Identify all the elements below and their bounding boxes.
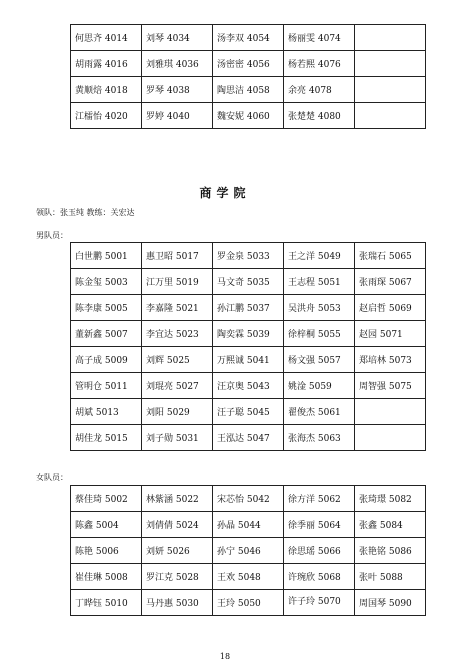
male-members-label: 男队员： — [36, 231, 68, 240]
table-cell: 罗婷 4040 — [142, 103, 213, 129]
table-row — [71, 269, 426, 295]
table-cell: 刘子勋 5031 — [142, 425, 213, 451]
table-cell: 高子成 5009 — [71, 347, 142, 373]
table-cell: 张艳铭 5086 — [355, 538, 426, 564]
table-cell: 董新鑫 5007 — [71, 321, 142, 347]
table-cell: 汪京奥 5043 — [213, 373, 284, 399]
table-row — [71, 538, 426, 564]
table-cell: 刘妍 5026 — [142, 538, 213, 564]
table-cell: 徐季丽 5064 — [284, 512, 355, 538]
table-cell: 李嘉隆 5021 — [142, 295, 213, 321]
table-cell: 罗金泉 5033 — [213, 243, 284, 269]
table-cell: 张鑫 5084 — [355, 512, 426, 538]
table-cell: 罗江克 5028 — [142, 564, 213, 590]
table-cell: 许子玲 5070 — [284, 590, 355, 616]
table-cell: 杨文强 5057 — [284, 347, 355, 373]
table-row — [71, 399, 426, 425]
table-cell: 刘倩倩 5024 — [142, 512, 213, 538]
table-cell: 汤密密 4056 — [213, 51, 284, 77]
table-cell: 刘琨亮 5027 — [142, 373, 213, 399]
table-cell: 孙江鹏 5037 — [213, 295, 284, 321]
table-row — [71, 425, 426, 451]
table-cell: 惠卫昭 5017 — [142, 243, 213, 269]
table-cell: 林紫涵 5022 — [142, 486, 213, 512]
table-row — [71, 51, 426, 77]
section-title: 商学院 — [199, 186, 251, 200]
table-cell: 汤李双 4054 — [213, 25, 284, 51]
table-cell: 何思齐 4014 — [71, 25, 142, 51]
table-cell — [355, 103, 426, 129]
table-cell: 张雨琛 5067 — [355, 269, 426, 295]
table-cell: 孙宁 5046 — [213, 538, 284, 564]
table-cell: 赵园 5071 — [355, 321, 426, 347]
table-cell: 王志程 5051 — [284, 269, 355, 295]
table-cell — [355, 77, 426, 103]
table-row — [71, 243, 426, 269]
table-cell: 刘琴 4034 — [142, 25, 213, 51]
table-row — [71, 373, 426, 399]
page-number: 18 — [219, 652, 231, 661]
table-cell: 王玲 5050 — [213, 590, 284, 616]
table-row — [71, 103, 426, 129]
table-cell: 张琦璟 5082 — [355, 486, 426, 512]
table-row — [71, 486, 426, 512]
table-cell: 刘辉 5025 — [142, 347, 213, 373]
male-roster-table — [70, 242, 426, 451]
table-row — [71, 25, 426, 51]
table-cell: 宋芯怡 5042 — [213, 486, 284, 512]
table-cell: 江万里 5019 — [142, 269, 213, 295]
table-cell: 王之洋 5049 — [284, 243, 355, 269]
table-cell: 胡雨露 4016 — [71, 51, 142, 77]
table-cell: 郑培林 5073 — [355, 347, 426, 373]
table-cell: 李宜达 5023 — [142, 321, 213, 347]
table-cell: 陈鑫 5004 — [71, 512, 142, 538]
team-roster-table-top — [70, 24, 426, 129]
table-cell: 白世鹏 5001 — [71, 243, 142, 269]
table-cell: 江檑怡 4020 — [71, 103, 142, 129]
table-cell — [355, 51, 426, 77]
table-row — [71, 590, 426, 616]
table-cell: 张楚楚 4080 — [284, 103, 355, 129]
table-cell: 孙晶 5044 — [213, 512, 284, 538]
table-cell — [355, 25, 426, 51]
table-cell: 刘雅琪 4036 — [142, 51, 213, 77]
table-cell: 黄顺焙 4018 — [71, 77, 142, 103]
table-cell: 杨丽雯 4074 — [284, 25, 355, 51]
table-cell: 张瑞石 5065 — [355, 243, 426, 269]
table-row — [71, 347, 426, 373]
table-cell: 许琬欣 5068 — [284, 564, 355, 590]
table-cell: 张叶 5088 — [355, 564, 426, 590]
table-row — [71, 512, 426, 538]
table-cell: 徐梓桐 5055 — [284, 321, 355, 347]
table-cell: 丁晔钰 5010 — [71, 590, 142, 616]
table-row — [71, 564, 426, 590]
table-row — [71, 77, 426, 103]
table-row — [71, 321, 426, 347]
table-cell: 周国琴 5090 — [355, 590, 426, 616]
table-cell: 蔡佳琦 5002 — [71, 486, 142, 512]
table-row — [71, 295, 426, 321]
table-cell: 汪子聪 5045 — [213, 399, 284, 425]
table-cell: 余亮 4078 — [284, 77, 355, 103]
table-cell: 陶奕霖 5039 — [213, 321, 284, 347]
table-cell: 崔佳琳 5008 — [71, 564, 142, 590]
table-cell: 杨若熙 4076 — [284, 51, 355, 77]
table-cell: 吴洪舟 5053 — [284, 295, 355, 321]
table-cell: 陈金玺 5003 — [71, 269, 142, 295]
table-cell: 翟俊杰 5061 — [284, 399, 355, 425]
female-members-label: 女队员： — [36, 473, 68, 482]
table-cell: 陈艳 5006 — [71, 538, 142, 564]
table-cell: 胡斌 5013 — [71, 399, 142, 425]
table-cell: 张海杰 5063 — [284, 425, 355, 451]
table-cell: 陈李康 5005 — [71, 295, 142, 321]
table-cell — [355, 399, 426, 425]
table-cell: 马丹惠 5030 — [142, 590, 213, 616]
table-cell: 王泓达 5047 — [213, 425, 284, 451]
table-cell: 管明仓 5011 — [71, 373, 142, 399]
table-cell — [355, 425, 426, 451]
table-cell: 徐方洋 5062 — [284, 486, 355, 512]
table-cell: 陶思洁 4058 — [213, 77, 284, 103]
table-cell: 罗琴 4038 — [142, 77, 213, 103]
table-cell: 魏安妮 4060 — [213, 103, 284, 129]
female-roster-table — [70, 485, 426, 616]
table-cell: 胡佳龙 5015 — [71, 425, 142, 451]
table-cell: 王欢 5048 — [213, 564, 284, 590]
table-cell: 赵启哲 5069 — [355, 295, 426, 321]
table-cell: 周智强 5075 — [355, 373, 426, 399]
table-cell: 徐思瑶 5066 — [284, 538, 355, 564]
table-cell: 姚淦 5059 — [284, 373, 355, 399]
table-cell: 刘阳 5029 — [142, 399, 213, 425]
table-cell: 万熙诚 5041 — [213, 347, 284, 373]
leader-coach-line: 领队：张玉纯 教练：关宏达 — [36, 208, 135, 217]
table-cell: 马文奇 5035 — [213, 269, 284, 295]
